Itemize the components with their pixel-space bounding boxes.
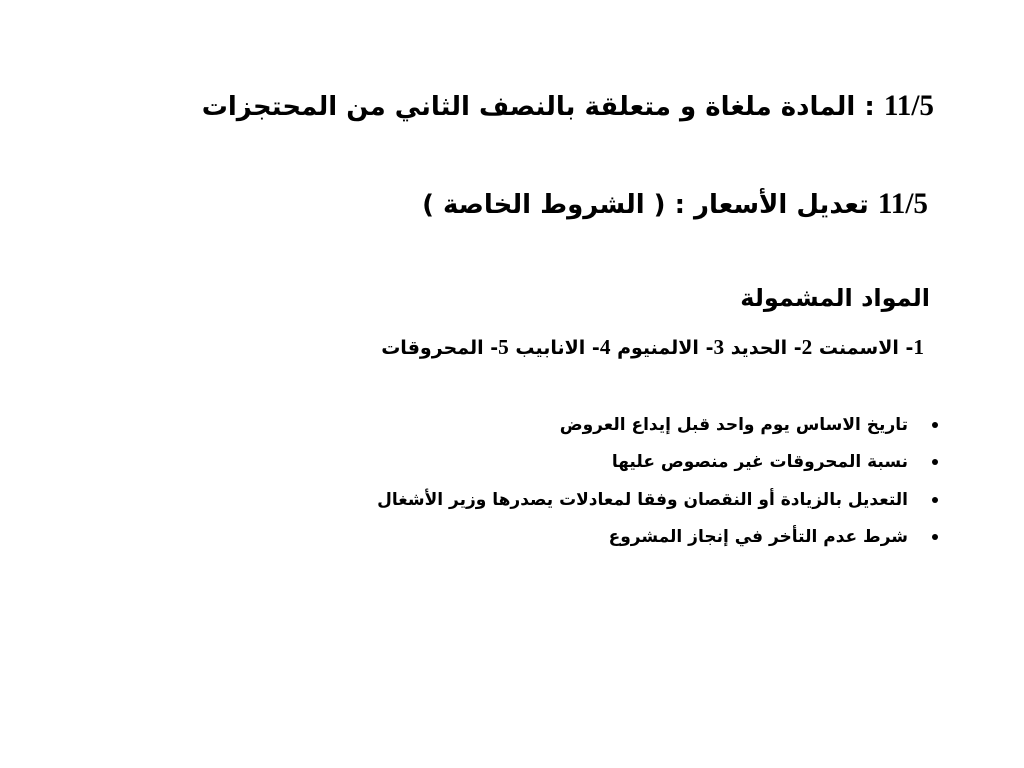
article-number: 11/5 bbox=[877, 188, 928, 220]
list-item-text: شرط عدم التأخر في إنجاز المشروع bbox=[608, 527, 908, 548]
heading-text: : المادة ملغاة و متعلقة بالنصف الثاني من المحتجزات bbox=[201, 92, 884, 122]
material-number: 3 bbox=[713, 335, 725, 359]
bullet-icon bbox=[932, 422, 938, 428]
list-item bbox=[377, 481, 938, 519]
material-number: 2 bbox=[801, 335, 813, 359]
list-item-text: نسبة المحروقات غير منصوص عليها bbox=[611, 452, 908, 473]
material-number: 1 bbox=[913, 335, 924, 359]
list-item bbox=[377, 406, 938, 444]
material-label: - المحروقات bbox=[381, 337, 499, 359]
list-item bbox=[377, 519, 938, 557]
materials-list bbox=[381, 337, 924, 358]
list-item bbox=[377, 444, 938, 482]
bullet-icon bbox=[932, 497, 938, 503]
material-item bbox=[509, 337, 611, 359]
material-label: - الانابيب bbox=[508, 337, 600, 359]
article-number: 11/5 bbox=[883, 90, 934, 122]
bullet-icon bbox=[932, 534, 938, 540]
material-number: 4 bbox=[599, 335, 611, 359]
material-label: - الالمنيوم bbox=[610, 337, 714, 359]
list-item-text: تاريخ الاساس يوم واحد قبل إيداع العروض bbox=[559, 414, 908, 435]
material-item bbox=[724, 337, 812, 359]
conditions-list bbox=[377, 406, 938, 556]
list-item-text: التعديل بالزيادة أو النقصان وفقا لمعادلات يصدرها وزير الأشغال bbox=[377, 489, 908, 510]
bullet-icon bbox=[932, 459, 938, 465]
material-label: - الاسمنت bbox=[812, 337, 914, 359]
material-item bbox=[812, 337, 924, 359]
heading-text: تعديل الأسعار : ( الشروط الخاصة ) bbox=[422, 190, 878, 220]
material-label: - الحديد bbox=[724, 337, 802, 359]
material-number: 5 bbox=[498, 335, 509, 359]
heading-cancelled-article bbox=[202, 92, 934, 121]
material-item bbox=[610, 337, 724, 359]
heading-covered-materials: المواد المشمولة bbox=[740, 284, 930, 312]
material-item bbox=[381, 337, 509, 359]
heading-price-adjustment bbox=[422, 190, 928, 219]
